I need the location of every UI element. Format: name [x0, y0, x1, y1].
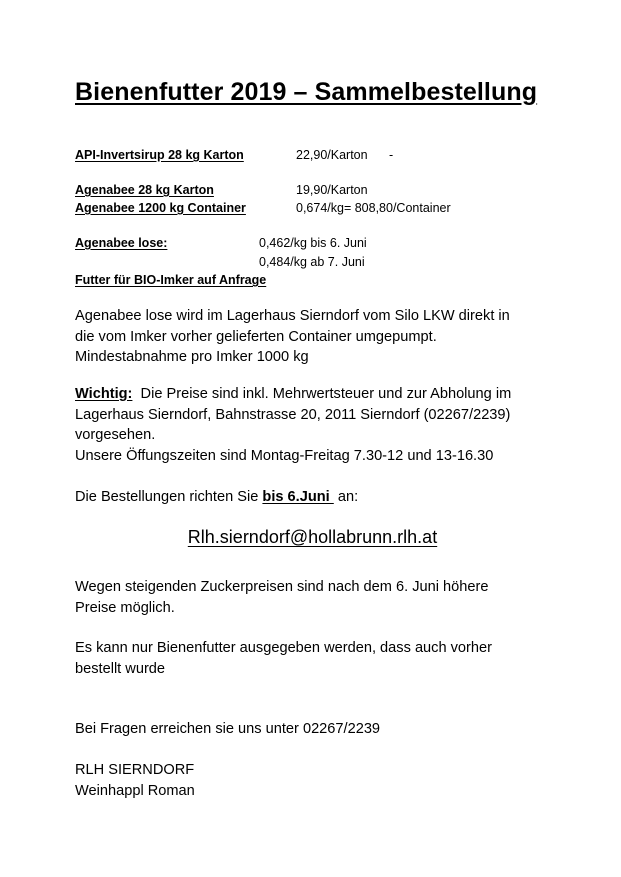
paragraph-line: Lagerhaus Sierndorf, Bahnstrasse 20, 2011 Sierndorf (02267/2239): [75, 406, 511, 423]
product-api-dash: -: [389, 148, 394, 162]
product-agena28-name: Agenabee 28 kg Karton: [75, 183, 214, 197]
product-agena28-price: 19,90/Karton: [296, 183, 368, 197]
product-lose-price-1: 0,462/kg bis 6. Juni: [259, 236, 367, 250]
signature-name: Weinhappl Roman: [75, 782, 195, 799]
paragraph-line: Wegen steigenden Zuckerpreisen sind nach dem 6. Juni höhere: [75, 579, 489, 595]
product-agena1200-name: Agenabee 1200 kg Container: [75, 201, 246, 215]
paragraph-line: Mindestabnahme pro Imker 1000 kg: [75, 349, 309, 365]
order-pre: Die Bestellungen richten Sie: [75, 489, 263, 505]
paragraph-important: [75, 384, 575, 466]
order-post: an:: [333, 489, 359, 505]
paragraph-line: Es kann nur Bienenfutter ausgegeben werden, dass auch vorher: [75, 640, 493, 656]
paragraph-line: [75, 384, 575, 405]
important-label: Wichtig:: [75, 386, 133, 402]
page-title: Bienenfutter 2019 – Sammelbestellung: [75, 78, 538, 106]
order-instruction: [75, 487, 358, 508]
signature-org: RLH SIERNDORF: [75, 762, 195, 778]
bio-note: Futter für BIO-Imker auf Anfrage: [75, 273, 267, 287]
order-deadline: bis 6.Juni: [262, 489, 334, 505]
paragraph-line: Preise möglich.: [75, 599, 175, 616]
product-lose-name: Agenabee lose:: [75, 236, 168, 250]
paragraph-line: die vom Imker vorher gelieferten Container umgepumpt.: [75, 328, 437, 345]
paragraph-line: Agenabee lose wird im Lagerhaus Sierndorf vom Silo LKW direkt in: [75, 308, 510, 324]
product-lose-price-2: 0,484/kg ab 7. Juni: [259, 255, 365, 269]
contact-line: Bei Fragen erreichen sie uns unter 02267/2239: [75, 721, 381, 737]
paragraph-line: vorgesehen.: [75, 427, 156, 443]
email-address[interactable]: Rlh.sierndorf@hollabrunn.rlh.at: [187, 527, 438, 547]
product-agena1200-price: 0,674/kg= 808,80/Container: [296, 201, 451, 215]
opening-hours: Unsere Öffungszeiten sind Montag-Freitag 7.30-12 und 13-16.30: [75, 447, 494, 464]
paragraph-line: bestellt wurde: [75, 660, 166, 677]
paragraph-ordered-only: [75, 638, 575, 679]
paragraph-price-note: [75, 577, 575, 618]
signature: [75, 760, 575, 801]
paragraph-lose-info: [75, 306, 575, 368]
product-api-name: API-Invertsirup 28 kg Karton: [75, 148, 244, 162]
paragraph-line-rest: Die Preise sind inkl. Mehrwertsteuer und zur Abholung im: [132, 386, 512, 402]
product-api-price: 22,90/Karton: [296, 148, 368, 162]
